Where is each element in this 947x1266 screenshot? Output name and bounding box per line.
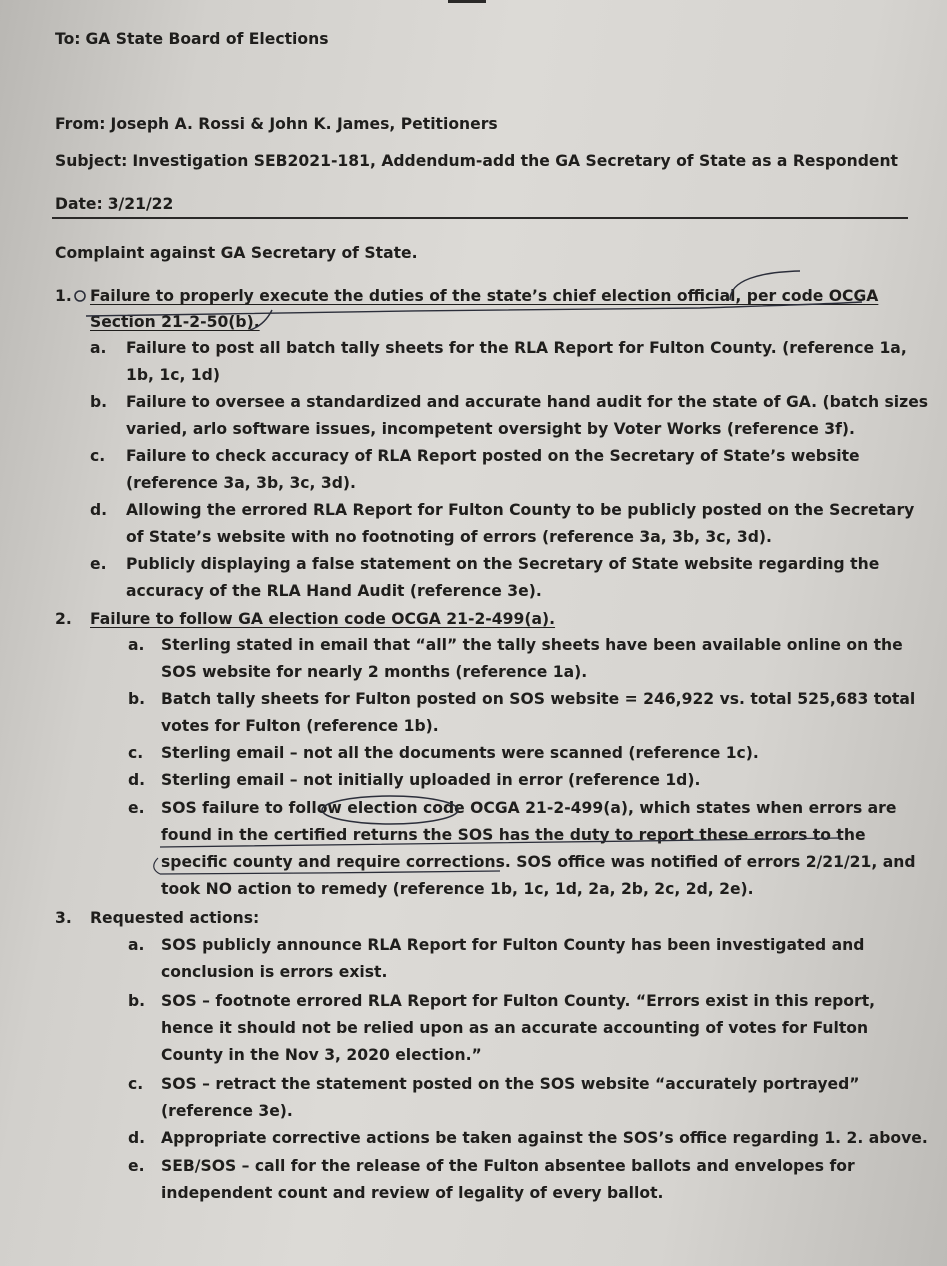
from-line — [55, 111, 498, 138]
s1-item-c-line2: (reference 3a, 3b, 3c, 3d). — [126, 474, 356, 492]
s3-item-d-letter: d. — [128, 1129, 146, 1147]
s1-item-b-line2: varied, arlo software issues, incompetent oversight by Voter Works (reference 3f). — [126, 420, 855, 438]
s1-item-d-line2: of State’s website with no footnoting of errors (reference 3a, 3b, 3c, 3d). — [126, 528, 772, 546]
section1-number: 1. — [55, 287, 72, 305]
s2-item-c-letter: c. — [128, 744, 144, 762]
s3-item-e-line1: SEB/SOS – call for the release of the Fulton absentee ballots and envelopes for — [161, 1157, 855, 1175]
s2-item-c-line1: Sterling email – not all the documents were scanned (reference 1c). — [161, 744, 759, 762]
s1-item-a-line1: Failure to post all batch tally sheets for the RLA Report for Fulton County. (reference 1a, — [126, 339, 907, 357]
section3-number: 3. — [55, 909, 72, 927]
s3-item-c-letter: c. — [128, 1075, 144, 1093]
complaint-title: Complaint against GA Secretary of State. — [55, 244, 418, 262]
s1-item-d-line1: Allowing the errored RLA Report for Fulton County to be publicly posted on the Secretary — [126, 501, 915, 519]
s3-item-e-letter: e. — [128, 1157, 145, 1175]
date-value: 3/21/22 — [107, 195, 174, 213]
s3-item-b-line1: SOS – footnote errored RLA Report for Fulton County. “Errors exist in this report, — [161, 992, 876, 1010]
s1-item-a-letter: a. — [90, 339, 107, 357]
s2-item-b-letter: b. — [128, 690, 146, 708]
s2-item-d-line1: Sterling email – not initially uploaded in error (reference 1d). — [161, 771, 701, 789]
s2-item-a-line1: Sterling stated in email that “all” the tally sheets have been available online on the — [161, 636, 903, 654]
subject-value: Investigation SEB2021-181, Addendum-add the GA Secretary of State as a Respondent — [132, 152, 899, 170]
s3-item-c-line1: SOS – retract the statement posted on the SOS website “accurately portrayed” — [161, 1075, 860, 1093]
s3-item-a-letter: a. — [128, 936, 145, 954]
ink-bullet-circle — [75, 291, 85, 301]
s3-item-b-line3: County in the Nov 3, 2020 election.” — [161, 1046, 482, 1064]
s2-item-e-line1: SOS failure to follow election code OCGA 21-2-499(a), which states when errors are — [161, 799, 897, 817]
s1-item-e-letter: e. — [90, 555, 107, 573]
from-value: Joseph A. Rossi & John K. James, Petitioners — [110, 115, 498, 133]
s3-item-d-line1: Appropriate corrective actions be taken against the SOS’s office regarding 1. 2. above. — [161, 1129, 928, 1147]
s2-item-a-line2: SOS website for nearly 2 months (reference 1a). — [161, 663, 588, 681]
from-label: From: — [55, 115, 106, 133]
section1-title-line1: Failure to properly execute the duties of the state’s chief election official, per code OCGA — [90, 287, 879, 305]
s3-item-c-line2: (reference 3e). — [161, 1102, 293, 1120]
section1-title-line2: Section 21-2-50(b). — [90, 313, 260, 331]
s1-item-d-letter: d. — [90, 501, 108, 519]
header-divider — [52, 217, 908, 219]
subject-label: Subject: — [55, 152, 128, 170]
s3-item-b-letter: b. — [128, 992, 146, 1010]
section2-title: Failure to follow GA election code OCGA 21-2-499(a). — [90, 610, 556, 628]
s1-item-c-letter: c. — [90, 447, 106, 465]
s2-item-b-line1: Batch tally sheets for Fulton posted on SOS website = 246,922 vs. total 525,683 total — [161, 690, 916, 708]
to-line — [55, 26, 329, 53]
s2-item-a-letter: a. — [128, 636, 145, 654]
section3-title: Requested actions: — [90, 909, 260, 927]
ink-bracket-county — [154, 858, 160, 874]
top-edge-mark — [448, 0, 486, 3]
s2-item-b-line2: votes for Fulton (reference 1b). — [161, 717, 439, 735]
subject-line — [55, 148, 898, 175]
s3-item-a-line1: SOS publicly announce RLA Report for Fulton County has been investigated and — [161, 936, 865, 954]
s2-item-d-letter: d. — [128, 771, 146, 789]
date-line — [55, 191, 173, 218]
s3-item-e-line2: independent count and review of legality of every ballot. — [161, 1184, 664, 1202]
s2-item-e-line4: took NO action to remedy (reference 1b, 1c, 1d, 2a, 2b, 2c, 2d, 2e). — [161, 880, 754, 898]
s1-item-a-line2: 1b, 1c, 1d) — [126, 366, 220, 384]
date-label: Date: — [55, 195, 103, 213]
to-label: To: — [55, 30, 81, 48]
s1-item-b-letter: b. — [90, 393, 108, 411]
s2-item-e-letter: e. — [128, 799, 145, 817]
s2-item-e-line2: found in the certified returns the SOS has the duty to report these errors to the — [161, 826, 866, 844]
s1-item-e-line2: accuracy of the RLA Hand Audit (reference 3e). — [126, 582, 542, 600]
section2-number: 2. — [55, 610, 72, 628]
s1-item-e-line1: Publicly displaying a false statement on the Secretary of State website regarding the — [126, 555, 880, 573]
s1-item-b-line1: Failure to oversee a standardized and accurate hand audit for the state of GA. (batch sizes — [126, 393, 929, 411]
to-value: GA State Board of Elections — [85, 30, 329, 48]
s3-item-a-line2: conclusion is errors exist. — [161, 963, 388, 981]
s2-item-e-line3: specific county and require corrections. SOS office was notified of errors 2/21/21, and — [161, 853, 916, 871]
s3-item-b-line2: hence it should not be relied upon as an accurate accounting of votes for Fulton — [161, 1019, 869, 1037]
s1-item-c-line1: Failure to check accuracy of RLA Report posted on the Secretary of State’s website — [126, 447, 860, 465]
